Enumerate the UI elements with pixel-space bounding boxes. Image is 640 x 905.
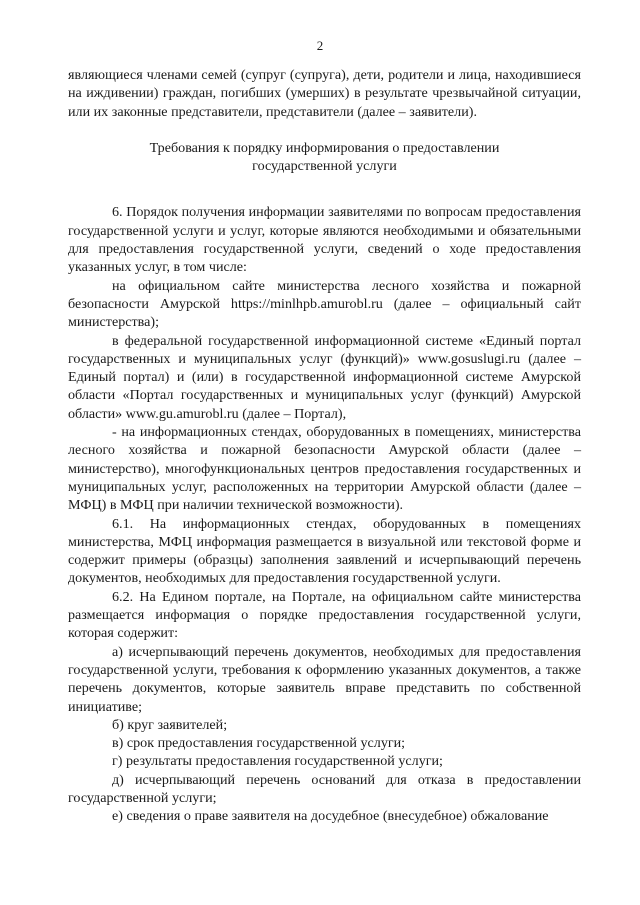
section-heading bbox=[68, 139, 581, 176]
list-item-e: е) сведения о праве заявителя на досудебное (внесудебное) обжалование bbox=[112, 808, 549, 825]
paragraph-6-1: 6.1. На информационных стендах, оборудованных в помещениях министерства, МФЦ информация размещается в визуальной или текстовой форме и содержит примеры (образцы) заполнения заявлений и исчерпывающий перечень документов, необходимых для предоставления государственной услуги. bbox=[68, 515, 581, 587]
intro-paragraph: являющиеся членами семей (супруг (супруга), дети, родители и лица, находившиеся на иждивении) граждан, погибших (умерших) в результате чрезвычайной ситуации, или их законные представители, представители (далее – заявители). bbox=[68, 67, 581, 120]
section-heading-line-1: Требования к порядку информирования о предоставлении bbox=[149, 139, 500, 156]
paragraph-official-site: на официальном сайте министерства лесного хозяйства и пожарной безопасности Амурской https://minlhpb.amurobl.ru (далее – официальный сайт министерства); bbox=[68, 277, 581, 331]
page-number: 2 bbox=[316, 38, 324, 53]
list-item-b: б) круг заявителей; bbox=[112, 716, 228, 733]
list-item-a: а) исчерпывающий перечень документов, необходимых для предоставления государственной услуги, требования к оформлению указанных документов, а также перечень документов, которые заявитель вправе представить по собственной инициативе; bbox=[68, 643, 581, 715]
section-heading-line-2: государственной услуги bbox=[252, 158, 397, 175]
paragraph-unified-portal: в федеральной государственной информационной системе «Единый портал государственных и муниципальных услуг (функций)» www.gosuslugi.ru (далее – Единый портал) и (или) в государственной информационной системе Амурской области «Портал государственных и муниципальных услуг (функций) Амурской области» www.gu.amurobl.ru (далее – Портал), bbox=[68, 332, 581, 422]
paragraph-6-2: 6.2. На Едином портале, на Портале, на официальном сайте министерства размещается информация о порядке предоставления государственной услуги, которая содержит: bbox=[68, 588, 581, 642]
list-item-d: д) исчерпывающий перечень оснований для отказа в предоставлении государственной услуги; bbox=[68, 771, 581, 806]
paragraph-6: 6. Порядок получения информации заявителями по вопросам предоставления государственной услуги и услуг, которые являются необходимыми и обязательными для предоставления государственной услуги, сведений о ходе предоставления указанных услуг, в том числе: bbox=[68, 204, 581, 276]
list-item-g: г) результаты предоставления государственной услуги; bbox=[112, 753, 443, 770]
paragraph-info-stands: - на информационных стендах, оборудованных в помещениях, министерства лесного хозяйства и пожарной безопасности Амурской области (далее – министерство), многофункциональных центров предоставления государственных и муниципальных услуг, расположенных на территории Амурской области (далее – МФЦ) в МФЦ при наличии технической возможности). bbox=[68, 424, 581, 514]
document-body bbox=[68, 66, 581, 826]
list-item-v: в) срок предоставления государственной услуги; bbox=[112, 735, 406, 752]
